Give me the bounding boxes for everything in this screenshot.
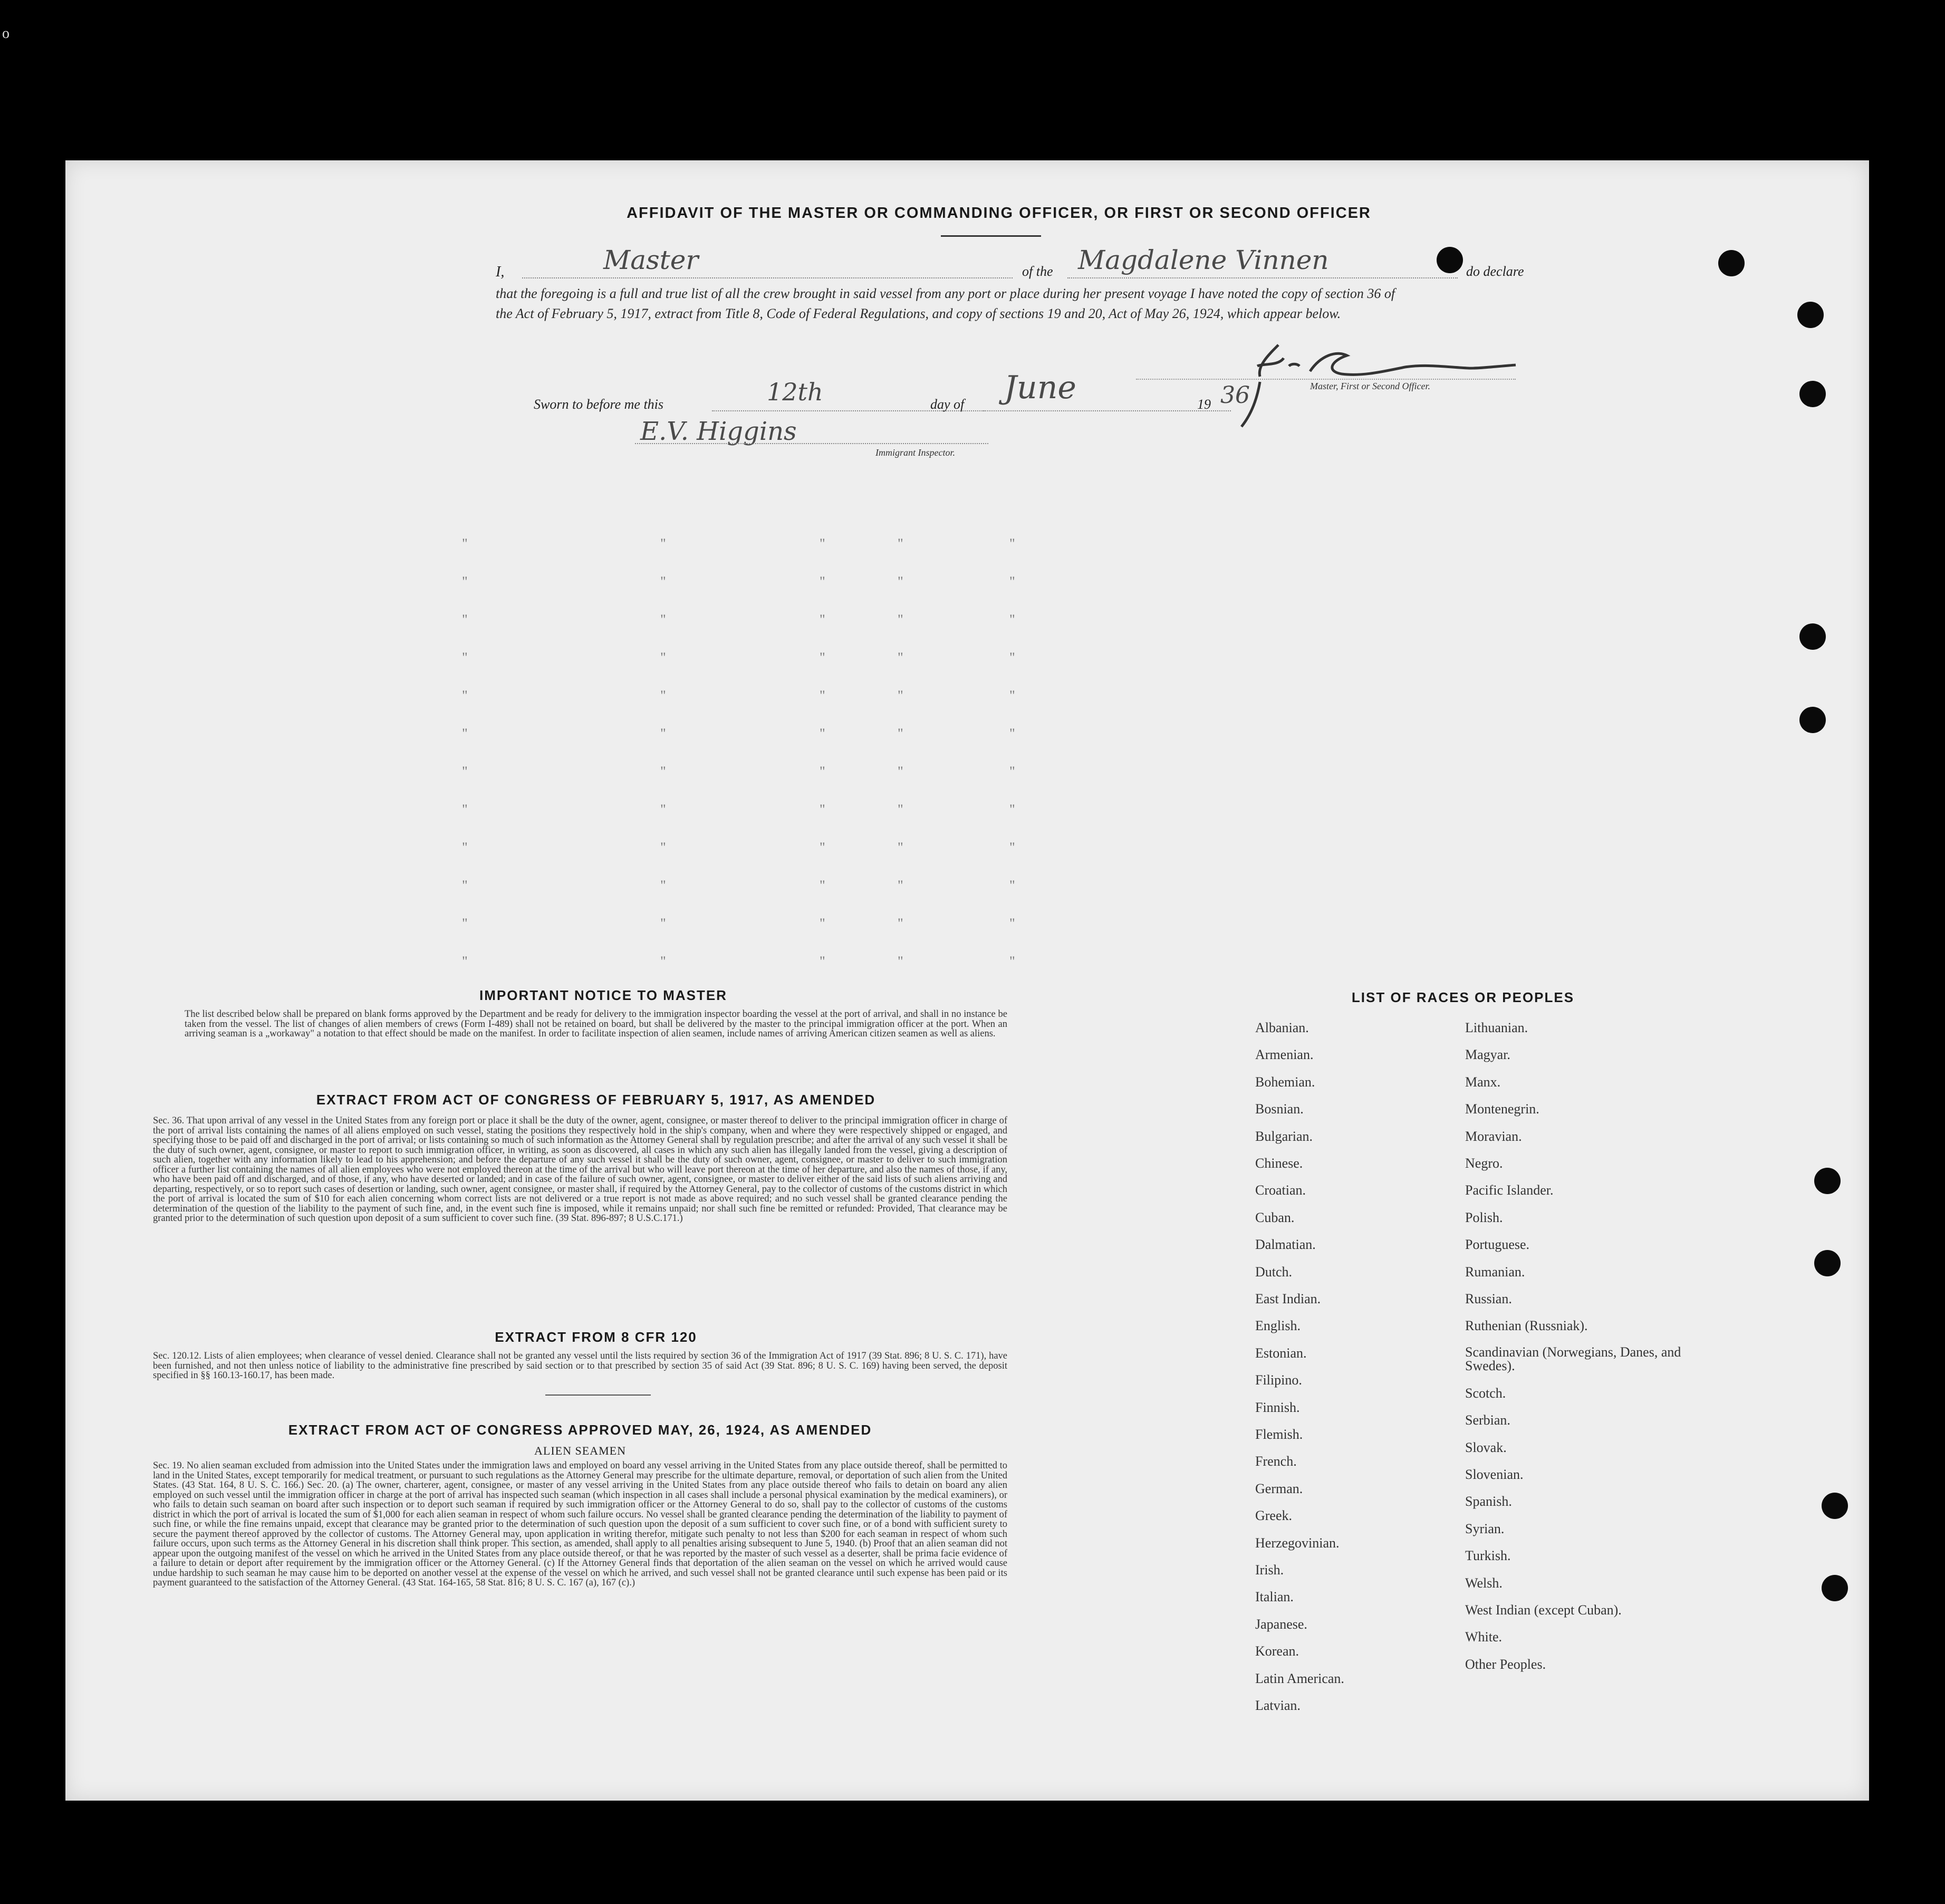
race-item: Scandinavian (Norwegians, Danes, and Swedes). [1465, 1344, 1681, 1373]
punch-hole [1814, 1168, 1841, 1194]
ditto-mark: " [1009, 840, 1015, 855]
race-item: German. [1255, 1480, 1303, 1496]
ditto-mark: " [898, 612, 903, 627]
race-item: Manx. [1465, 1074, 1501, 1090]
vessel-underline [1067, 277, 1458, 278]
corner-mark: o [2, 25, 9, 42]
race-item: Slovak. [1465, 1439, 1507, 1455]
race-item: Moravian. [1465, 1128, 1522, 1144]
extract-1924-subtitle: ALIEN SEAMEN [534, 1444, 626, 1457]
race-item: French. [1255, 1454, 1297, 1469]
ditto-mark: " [820, 764, 825, 779]
ditto-mark: " [820, 878, 825, 893]
race-item: Ruthenian (Russniak). [1465, 1318, 1588, 1334]
ditto-mark: " [1009, 574, 1015, 589]
race-item: Bosnian. [1255, 1101, 1304, 1117]
ditto-mark: " [462, 840, 468, 855]
race-item: White. [1465, 1629, 1503, 1645]
race-item: Welsh. [1465, 1575, 1503, 1591]
ditto-mark: " [660, 612, 666, 627]
affidavit-title: AFFIDAVIT OF THE MASTER OR COMMANDING OFFICER, OR FIRST OR SECOND OFFICER [627, 205, 1371, 222]
race-item: Cuban. [1255, 1209, 1295, 1225]
ditto-mark: " [660, 878, 666, 893]
notice-title: IMPORTANT NOTICE TO MASTER [479, 987, 727, 1003]
day-handwritten: 12th [767, 378, 823, 406]
inspector-underline [635, 443, 988, 444]
notice-text: The list described below shall be prepared on blank forms approved by the Department and be ready for delivery to the immigration inspector boarding the vessel at the port of arrival, and shall in no instance be taken from the vessel. The list of changes of alien members of crews (Form I-489) shall not be retained on board, but shall be delivered by the master to the principal immigration officer at the port. When an arriving seaman is a „workaway" a notation to that effect should be made on the manifest. In order to facilitate inspection of alien seamen, include names of arriving American citizen seamen as well as aliens. [185, 1009, 1007, 1039]
race-item: Slovenian. [1465, 1467, 1524, 1482]
vessel-name-handwritten: Magdalene Vinnen [1078, 245, 1329, 275]
year-prefix: 19 [1197, 397, 1211, 412]
ditto-mark: " [898, 878, 903, 893]
year-handwritten: 36 [1220, 382, 1250, 409]
ditto-mark: " [1009, 878, 1015, 893]
race-item: Chinese. [1255, 1156, 1303, 1171]
of-the-label: of the [1022, 264, 1053, 279]
race-item: Albanian. [1255, 1020, 1309, 1035]
ditto-mark: " [1009, 650, 1015, 665]
race-item: Magyar. [1465, 1047, 1510, 1063]
punch-hole [1814, 1250, 1841, 1276]
ditto-mark: " [898, 536, 903, 551]
ditto-mark: " [660, 650, 666, 665]
sworn-label: Sworn to before me this [534, 397, 664, 412]
ditto-mark: " [898, 916, 903, 931]
race-item: English. [1255, 1318, 1301, 1334]
race-item: Bulgarian. [1255, 1128, 1313, 1144]
extract-cfr-title: EXTRACT FROM 8 CFR 120 [495, 1329, 697, 1345]
ditto-mark: " [1009, 612, 1015, 627]
cfr-rule [545, 1395, 651, 1396]
race-item: Turkish. [1465, 1548, 1511, 1564]
ditto-mark: " [462, 612, 468, 627]
day-of-label: day of [930, 397, 965, 412]
ditto-mark: " [820, 954, 825, 969]
race-item: Negro. [1465, 1156, 1503, 1171]
race-item: Korean. [1255, 1643, 1299, 1659]
ditto-mark: " [820, 726, 825, 741]
ditto-mark: " [660, 764, 666, 779]
race-item: Latin American. [1255, 1670, 1344, 1686]
master-signature-line [1136, 379, 1516, 380]
month-handwritten: June [1004, 369, 1076, 406]
extract-1917-text: Sec. 36. That upon arrival of any vessel in the United States from any foreign port or place it shall be the duty of the owner, agent, consignee, or master thereof to deliver to the principal immigration officer in charge of the port of arrival lists containing the names of all aliens employed on such vessel, stating the positions they respectively hold in the ship's company, when and where they were respectively shipped or engaged, and specifying those to be paid off and discharged in the port of arrival; or lists containing so much of such information as the Attorney General shall by regulation prescribe; and after the arrival of any such vessel it shall be the duty of such owner, agent, consignee, or master to report to such immigration officer, in writing, as soon as discovered, all cases in which any such alien has illegally landed from the vessel, giving a description of such alien, together with any information likely to lead to his apprehension; and before the departure of any such vessel it shall be the duty of such owner, agent, consignee, or master to deliver to such immigration officer a further list containing the names of all alien employees who were not employed thereon at the time of the arrival but who will leave port thereon at the time of her departure, and also the names of those, if any, who have been paid off and discharged, and of those, if any, who have deserted or landed; and in case of the failure of such owner, agent, consignee, or master to deliver either of the said lists of such aliens arriving and departing, respectively, or so to report such cases of desertion or landing, such owner, agent consignee, or master shall, if required by the Attorney General, pay to the collector of customs of the customs district in which the port of arrival is located the sum of $10 for each alien concerning whom correct lists are not delivered or a true report is not made as above required; and no such vessel shall be granted clearance pending the determination of the question of the liability to the payment of such fine, and, in the event such fine is imposed, while it remains unpaid; nor shall such fine be remitted or refunded: Provided, That clearance may be granted prior to the determination of such question upon deposit of a sum sufficient to cover such fine. (39 Stat. 896-897; 8 U.S.C.171.) [153, 1116, 1007, 1224]
race-item: Bohemian. [1255, 1074, 1315, 1090]
race-item: Herzegovinian. [1255, 1535, 1340, 1551]
ditto-mark: " [660, 536, 666, 551]
race-item: Serbian. [1465, 1412, 1510, 1428]
ditto-mark: " [1009, 954, 1015, 969]
ditto-mark: " [820, 916, 825, 931]
ditto-mark: " [462, 916, 468, 931]
punch-hole [1797, 302, 1824, 328]
ditto-mark: " [462, 650, 468, 665]
race-item: Portuguese. [1465, 1237, 1530, 1253]
inspector-signature: E.V. Higgins [640, 417, 797, 446]
race-item: Scotch. [1465, 1385, 1506, 1401]
race-item: Irish. [1255, 1562, 1284, 1578]
ditto-mark: " [660, 840, 666, 855]
race-item: Dalmatian. [1255, 1237, 1316, 1253]
punch-hole [1799, 623, 1826, 650]
ditto-mark: " [898, 688, 903, 703]
punch-hole [1822, 1575, 1848, 1601]
ditto-mark: " [1009, 688, 1015, 703]
ditto-mark: " [462, 878, 468, 893]
punch-hole [1718, 250, 1745, 276]
race-item: Rumanian. [1465, 1264, 1525, 1280]
ditto-mark: " [1009, 802, 1015, 817]
ditto-mark: " [820, 574, 825, 589]
race-item: Polish. [1465, 1209, 1503, 1225]
race-item: Greek. [1255, 1508, 1293, 1524]
race-item: Italian. [1255, 1589, 1294, 1605]
race-item: Pacific Islander. [1465, 1182, 1554, 1198]
ditto-mark: " [898, 764, 903, 779]
extract-1924-text: Sec. 19. No alien seaman excluded from admission into the United States under the immigration laws and employed on board any vessel arriving in the United States from any place outside thereof, shall be permitted to land in the United States, except temporarily for medical treatment, or pursuant to such regulations as the Attorney General may prescribe for the ultimate departure, removal, or deportation of such alien from the United States. (43 Stat. 164, 8 U. S. C. 166.) Sec. 20. (a) The owner, charterer, agent, consignee, or master of any vessel arriving in the United States from any place outside thereof who fails to detain on board any alien employed on such vessel until the immigration officer in charge at the port of arrival has inspected such seaman (which inspection in all cases shall include a personal physical examination by the medical examiners), or who fails to detain such seaman on board after such inspection or to deport such seaman if required by such immigration officer or the Attorney General to do so, shall pay to the collector of customs of the customs district in which the port of arrival is located the sum of $1,000 for each alien seaman in respect of whom such failure occurs. No vessel shall be granted clearance pending the determination of the liability to payment of such fine, or while the fine remains unpaid, except that clearance may be granted prior to the determination of such question upon the deposit of a sum sufficient to cover such fine, or of a bond with sufficient surety to secure the payment thereof approved by the collector of customs. The Attorney General may, upon application in writing therefor, mitigate such penalty to not less than $200 for each seaman in respect of whom such failure occurs, upon such terms as the Attorney General in his discretion shall think proper. This section, as amended, shall apply to all penalties arising subsequent to June 5, 1940. (b) Proof that an alien seaman did not appear upon the outgoing manifest of the vessel on which he arrived in the United States from any place outside thereof, or that he was reported by the master of such vessel as a deserter, shall be prima facie evidence of a failure to detain or deport after requirement by the immigration officer or the Attorney General. (c) If the Attorney General finds that deportation of the alien seaman on the vessel on which he arrived would cause undue hardship to such seaman he may cause him to be deported on another vessel at the expense of the vessel on which he arrived, and such vessel shall not be granted clearance until such expense has been paid or its payment guaranteed to the satisfaction of the Attorney General. (43 Stat. 164-165, 58 Stat. 816; 8 U. S. C. 167 (a), 167 (c).) [153, 1460, 1007, 1588]
ditto-mark: " [820, 840, 825, 855]
ditto-mark: " [1009, 536, 1015, 551]
document-page [65, 160, 1869, 1801]
declaration-prefix: I, [496, 264, 505, 280]
ditto-mark: " [820, 650, 825, 665]
race-item: Other Peoples. [1465, 1656, 1546, 1672]
ditto-mark: " [462, 954, 468, 969]
ditto-mark: " [660, 574, 666, 589]
extract-1917-title: EXTRACT FROM ACT OF CONGRESS OF FEBRUARY 5, 1917, AS AMENDED [316, 1092, 876, 1108]
race-item: Japanese. [1255, 1616, 1307, 1632]
race-item: Montenegrin. [1465, 1101, 1539, 1117]
ditto-mark: " [898, 726, 903, 741]
race-item: Armenian. [1255, 1047, 1314, 1063]
race-item: Lithuanian. [1465, 1020, 1528, 1035]
ditto-mark: " [898, 954, 903, 969]
race-item: East Indian. [1255, 1291, 1321, 1306]
ditto-mark: " [660, 726, 666, 741]
ditto-mark: " [660, 688, 666, 703]
race-item: Estonian. [1255, 1345, 1307, 1361]
race-item: Dutch. [1255, 1264, 1293, 1280]
race-item: Spanish. [1465, 1494, 1512, 1509]
race-item: Russian. [1465, 1291, 1512, 1306]
inspector-caption: Immigrant Inspector. [875, 447, 955, 458]
punch-hole [1822, 1493, 1848, 1519]
extract-1924-title: EXTRACT FROM ACT OF CONGRESS APPROVED MAY, 26, 1924, AS AMENDED [288, 1422, 872, 1438]
race-item: West Indian (except Cuban). [1465, 1602, 1622, 1618]
race-item: Latvian. [1255, 1698, 1301, 1713]
ditto-mark: " [660, 916, 666, 931]
races-title: LIST OF RACES OR PEOPLES [1351, 989, 1575, 1005]
officer-rank-handwritten: Master [603, 245, 699, 275]
master-caption: Master, First or Second Officer. [1310, 381, 1430, 391]
rank-underline [522, 277, 1013, 278]
punch-hole [1799, 707, 1826, 733]
ditto-mark: " [820, 536, 825, 551]
declaration-body: that the foregoing is a full and true list of all the crew brought in said vessel from any port or place during her present voyage I have noted the copy of section 36 of the Act of February 5, 1917, extract from Title 8, Code of Federal Regulations, and copy of sections 19 and 20, Act of May 26, 1924, which appear below. [496, 286, 1395, 321]
extract-cfr-text: Sec. 120.12. Lists of alien employees; when clearance of vessel denied. Clearance shall not be granted any vessel until the lists required by section 36 of the Immigration Act of 1917 (39 Stat. 896; 8 U. S. C. 171), have been furnished, and not then unless notice of liability to the administrative fine prescribed by said section or to that prescribed by section 35 of said Act (39 Stat. 896; 8 U. S. C. 169) having been served, the deposit specified in §§ 160.13-160.17, has been made. [153, 1351, 1007, 1381]
ditto-mark: " [898, 840, 903, 855]
ditto-mark: " [660, 954, 666, 969]
race-item: Flemish. [1255, 1427, 1303, 1442]
race-item: Filipino. [1255, 1372, 1302, 1388]
month-underline [983, 410, 1231, 411]
ditto-mark: " [820, 612, 825, 627]
race-item: Finnish. [1255, 1399, 1300, 1415]
race-item: Croatian. [1255, 1182, 1306, 1198]
title-rule [941, 235, 1041, 237]
ditto-mark: " [462, 574, 468, 589]
ditto-mark: " [462, 688, 468, 703]
punch-hole [1799, 381, 1826, 407]
ditto-mark: " [898, 650, 903, 665]
ditto-mark: " [660, 802, 666, 817]
ditto-mark: " [1009, 726, 1015, 741]
ditto-mark: " [820, 688, 825, 703]
punch-hole [1437, 247, 1463, 273]
ditto-mark: " [462, 802, 468, 817]
race-item: Syrian. [1465, 1521, 1505, 1536]
ditto-mark: " [898, 802, 903, 817]
ditto-mark: " [462, 726, 468, 741]
ditto-mark: " [462, 764, 468, 779]
do-declare-label: do declare [1466, 264, 1524, 279]
ditto-mark: " [462, 536, 468, 551]
ditto-mark: " [1009, 916, 1015, 931]
ditto-mark: " [820, 802, 825, 817]
ditto-mark: " [1009, 764, 1015, 779]
ditto-mark: " [898, 574, 903, 589]
